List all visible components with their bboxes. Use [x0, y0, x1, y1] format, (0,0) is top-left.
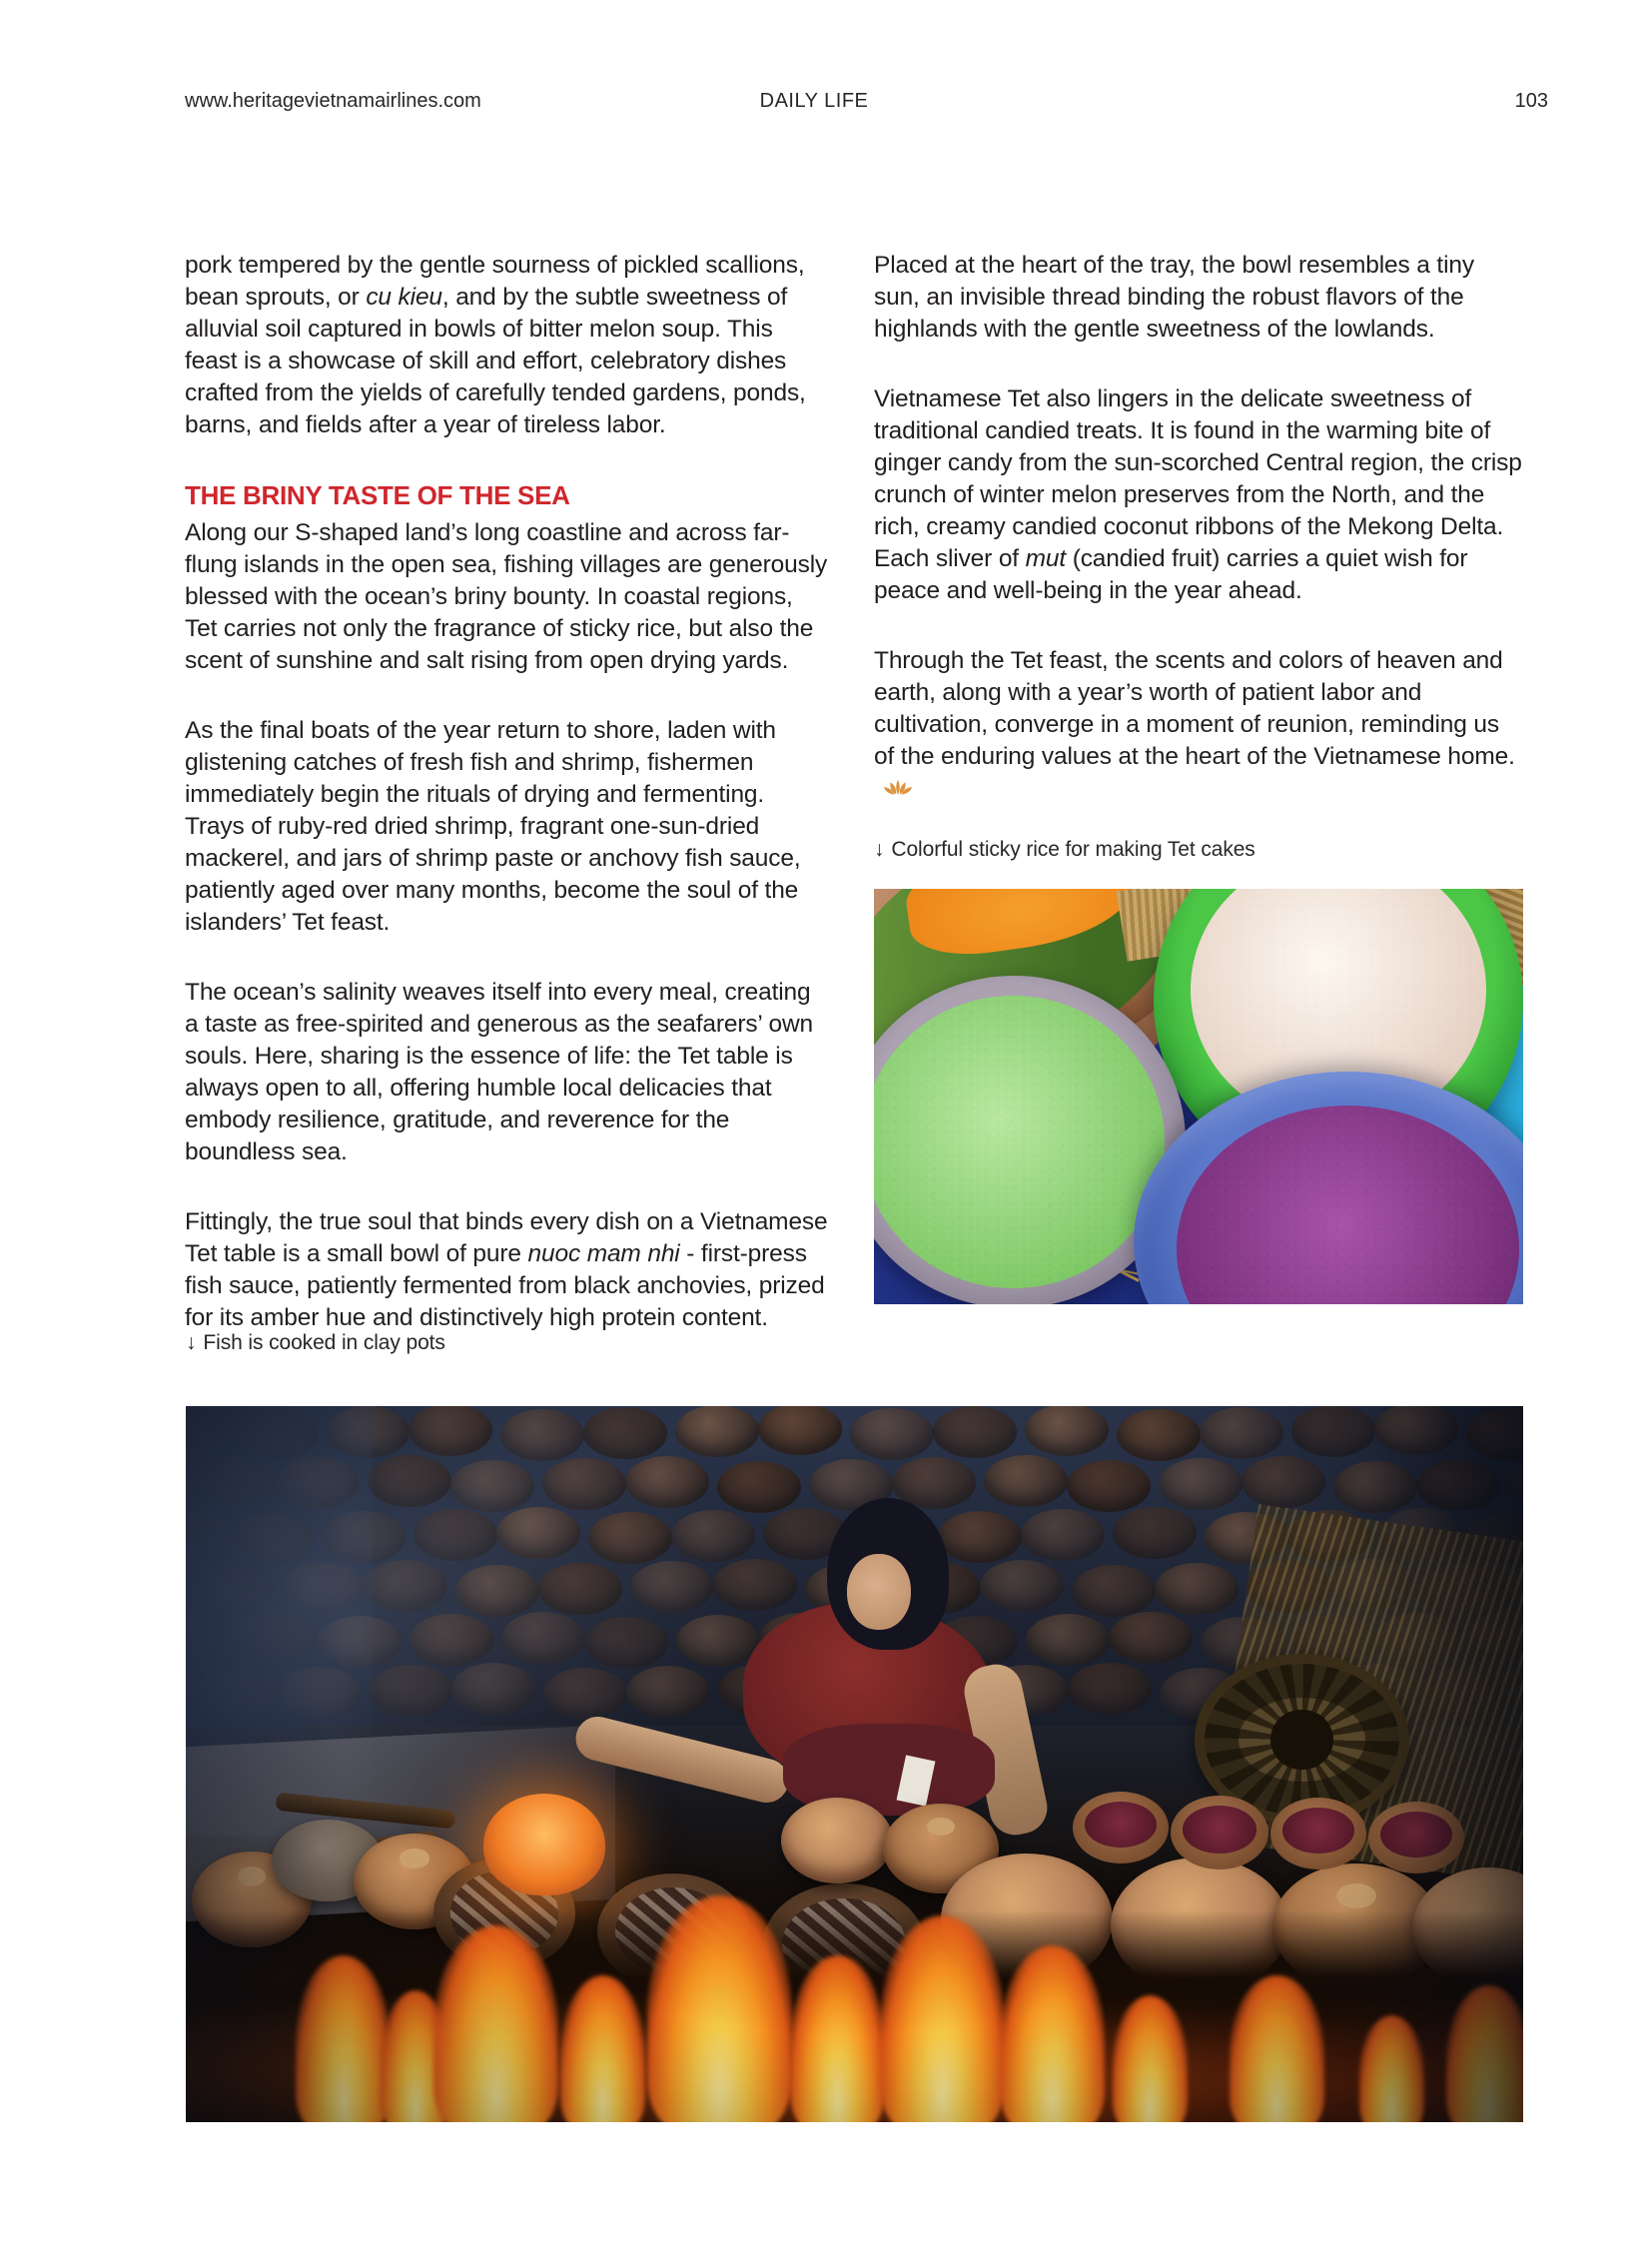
caption-clay-pots: [186, 1331, 445, 1355]
section-heading-briny-sea: THE BRINY TASTE OF THE SEA: [185, 480, 570, 510]
text-segment: (candied fruit) carries a quiet wish for peace and well-being in the year ahead.: [874, 545, 1468, 604]
text-segment: cu kieu: [366, 284, 442, 311]
paragraph-final-boats: As the final boats of the year return to shore, laden with glistening catches of fresh fish and shrimp, fishermen immediately begin the rituals of drying and fermenting. Trays of ruby-red dried shrimp, fragrant one-sun-dried mackerel, and jars of shrimp paste or anchovy fish sauce, patiently aged over many months, become the soul of the islanders’ Tet feast.: [185, 717, 801, 936]
caption-text: Colorful sticky rice for making Tet cakes: [891, 838, 1255, 861]
closing-text: Through the Tet feast, the scents and colors of heaven and earth, along with a year’s worth of patient labor and cultivation, converge in a moment of reunion, reminding us of the enduring values at the heart of the Vietnamese home.: [874, 647, 1515, 770]
vignette-overlay: [186, 1406, 1523, 2122]
paragraph-tiny-sun: Placed at the heart of the tray, the bowl resembles a tiny sun, an invisible thread binding the robust flavors of the highlands with the gentle sweetness of the lowlands.: [874, 252, 1474, 343]
paragraph-candied-treats: [874, 383, 1523, 607]
text-segment: mut: [1025, 545, 1067, 572]
text-segment: Vietnamese Tet also lingers in the delicate sweetness of traditional candied treats. It is found in the warming bite of ginger candy from the sun-scorched Central region, the crisp crunch of winter melon preserves from the North, and the rich, creamy candied coconut ribbons of the Mekong Delta. Each sliver of: [874, 385, 1522, 572]
down-arrow-icon: ↓: [186, 1331, 197, 1354]
paragraph-closing: [874, 645, 1523, 805]
caption-text: Fish is cooked in clay pots: [203, 1331, 445, 1354]
text-segment: , and by the subtle sweetness of alluvial soil captured in bowls of bitter melon soup. This feast is a showcase of skill and effort, celebratory dishes crafted from the yields of carefully tended gardens, ponds, barns, and fields after a year of tireless labor.: [185, 284, 806, 438]
header-page-number: 103: [1514, 90, 1548, 112]
paragraph-ocean-salinity: The ocean’s salinity weaves itself into every meal, creating a taste as free-spirited and generous as the seafarers’ own souls. Here, sharing is the essence of life: the Tet table is always open to all, offering humble local delicacies that embody resilience, gratitude, and reverence for the boundless sea.: [185, 979, 813, 1165]
photo-clay-pots: [186, 1406, 1523, 2122]
photo-sticky-rice: [874, 889, 1523, 1304]
down-arrow-icon: ↓: [874, 838, 885, 861]
text-segment: - first-press fish sauce, patiently fermented from black anchovies, prized for its amber hue and distinctively high protein content.: [185, 1240, 825, 1331]
purple-rice-shape: [1177, 1106, 1519, 1304]
page-header: [185, 90, 1548, 116]
article-left-column: [185, 250, 829, 1372]
text-segment: Fittingly, the true soul that binds every dish on a Vietnamese Tet table is a small bowl of pure: [185, 1208, 828, 1267]
caption-sticky-rice: [874, 834, 1255, 866]
green-rice-shape: [874, 996, 1165, 1288]
paragraph-coastline: Along our S-shaped land’s long coastline and across far-flung islands in the open sea, fishing villages are generously blessed with the ocean’s briny bounty. In coastal regions, Tet carries not only the fragrance of sticky rice, but also the scent of sunshine and salt rising from open drying yards.: [185, 519, 828, 674]
article-right-column: [874, 250, 1523, 861]
text-segment: pork tempered by the gentle sourness of pickled scallions, bean sprouts, or: [185, 252, 805, 311]
header-website: www.heritagevietnamairlines.com: [185, 90, 481, 112]
header-section-title: DAILY LIFE: [759, 90, 869, 112]
paragraph-pork: [185, 250, 829, 441]
paragraph-fish-sauce: [185, 1206, 829, 1334]
lotus-end-mark-icon: [882, 779, 914, 798]
text-segment: nuoc mam nhi: [527, 1240, 680, 1267]
